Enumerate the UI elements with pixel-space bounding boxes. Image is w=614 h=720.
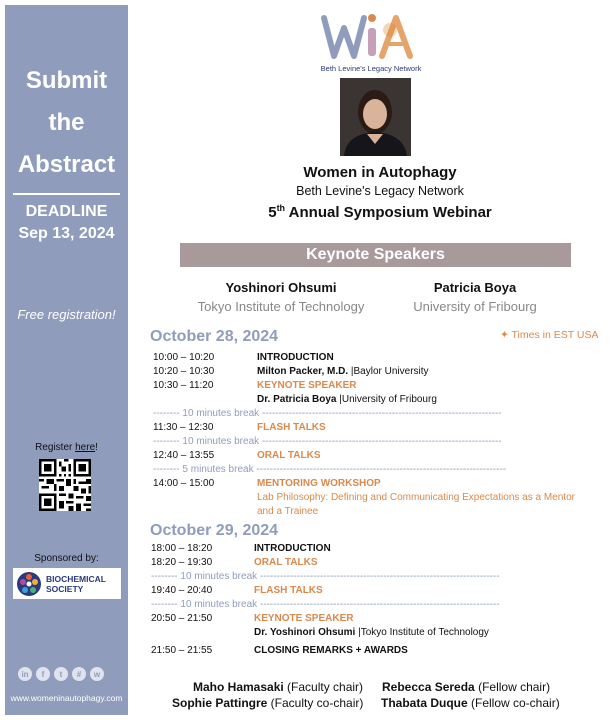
wia-logo	[316, 8, 426, 78]
speaker-affiliation: University of Fribourg	[413, 299, 537, 314]
row-label: CLOSING REMARKS + AWARDS	[254, 645, 408, 656]
website-url[interactable]: www.womeninautophagy.com	[10, 693, 123, 703]
chair-item	[382, 680, 550, 694]
keynote-speaker-1	[192, 280, 370, 314]
event-ordinal: th	[276, 203, 286, 213]
register-suffix: !	[95, 442, 98, 453]
sponsor-name	[46, 574, 106, 594]
chair-role: (Fellow co-chair)	[467, 696, 560, 710]
chair-role: (Faculty co-chair)	[267, 696, 364, 710]
deadline-date: Sep 13, 2024	[18, 225, 115, 242]
sponsor-name-line-1: BIOCHEMICAL	[46, 573, 106, 584]
speaker-name: Dr. Patricia Boya	[257, 394, 337, 405]
twitter-icon[interactable]: t	[54, 667, 68, 681]
submit-line-3: Abstract	[17, 151, 116, 178]
row-time: 11:30 – 12:30	[153, 422, 214, 433]
row-time: 19:40 – 20:40	[151, 585, 213, 596]
slack-icon[interactable]: #	[72, 667, 86, 681]
wechat-icon[interactable]: w	[90, 667, 104, 681]
keynote-speakers-heading: Keynote Speakers	[180, 243, 571, 267]
biochemical-society-emblem-icon	[16, 571, 42, 597]
chair-role: (Fellow chair)	[474, 680, 551, 694]
event-number: 5	[268, 204, 277, 221]
chair-name: Thabata Duque	[381, 696, 468, 710]
chair-name: Sophie Pattingre	[172, 696, 268, 710]
row-speaker	[254, 627, 489, 639]
row-time: 21:50 – 21:55	[151, 645, 213, 656]
row-label: KEYNOTE SPEAKER	[257, 380, 357, 391]
page-subtitle: Beth Levine's Legacy Network	[296, 184, 464, 198]
qr-code-icon	[39, 459, 91, 511]
chair-item	[193, 680, 363, 694]
row-label: KEYNOTE SPEAKER	[254, 613, 354, 624]
row-time: 10:00 – 10:20	[153, 352, 215, 363]
workshop-title-line-2: and a Trainee	[257, 506, 319, 517]
day2-date: October 29, 2024	[150, 522, 279, 539]
row-time: 10:20 – 10:30	[153, 366, 215, 377]
speaker-name: Patricia Boya	[433, 280, 517, 295]
speaker-affiliation: |Baylor University	[348, 366, 429, 377]
speaker-name: Milton Packer, M.D.	[257, 366, 349, 377]
portrait-photo	[340, 78, 411, 156]
biochemical-society-logo[interactable]	[13, 568, 121, 599]
chair-role: (Faculty chair)	[283, 680, 364, 694]
sidebar	[5, 5, 128, 715]
row-label: ORAL TALKS	[257, 450, 321, 461]
registration-qr-code[interactable]	[39, 459, 91, 511]
workshop-title-line-1: Lab Philosophy: Defining and Communicating Expectations as a Mentor	[257, 492, 575, 503]
social-links	[18, 667, 104, 681]
chair-item	[172, 696, 363, 710]
chair-name: Maho Hamasaki	[193, 680, 284, 694]
row-time: 10:30 – 11:20	[153, 380, 214, 391]
sponsored-by-label: Sponsored by:	[34, 553, 99, 564]
register-line	[5, 442, 128, 453]
row-label: FLASH TALKS	[254, 585, 323, 596]
chair-item	[381, 696, 560, 710]
break-line: -------- 10 minutes break ------------------------------------------------------------------------	[153, 408, 502, 419]
row-label: ORAL TALKS	[254, 557, 318, 568]
row-label: INTRODUCTION	[254, 543, 331, 554]
deadline-block	[5, 201, 128, 245]
chair-name: Rebecca Sereda	[382, 680, 475, 694]
register-prefix: Register	[35, 442, 76, 453]
row-label: MENTORING WORKSHOP	[257, 478, 381, 489]
speaker-name: Dr. Yoshinori Ohsumi	[254, 627, 356, 638]
break-line: -------- 5 minutes break ---------------------------------------------------------------------------	[153, 464, 507, 475]
break-line: -------- 10 minutes break ------------------------------------------------------------------------	[151, 571, 500, 582]
submit-abstract-heading[interactable]	[5, 60, 128, 186]
timezone-note: ✦ Times in EST USA	[500, 329, 599, 341]
row-time: 14:00 – 15:00	[153, 478, 215, 489]
sidebar-divider	[13, 193, 120, 195]
submit-line-1: Submit	[25, 67, 108, 94]
page-title: Women in Autophagy	[303, 164, 457, 181]
row-speaker	[257, 394, 437, 406]
row-label: FLASH TALKS	[257, 422, 326, 433]
break-line: -------- 10 minutes break ------------------------------------------------------------------------	[151, 599, 500, 610]
sponsor-name-line-2: SOCIETY	[46, 583, 84, 594]
row-time: 20:50 – 21:50	[151, 613, 213, 624]
speaker-name: Yoshinori Ohsumi	[225, 280, 337, 295]
break-line: -------- 10 minutes break ------------------------------------------------------------------------	[153, 436, 502, 447]
event-title	[240, 203, 520, 221]
free-registration-text: Free registration!	[17, 307, 116, 322]
deadline-label: DEADLINE	[25, 203, 108, 220]
row-time: 18:00 – 18:20	[151, 543, 213, 554]
speaker-affiliation: |University of Fribourg	[336, 394, 437, 405]
facebook-icon[interactable]: f	[36, 667, 50, 681]
row-time: 18:20 – 19:30	[151, 557, 213, 568]
keynote-speaker-2	[400, 280, 550, 314]
row-label: INTRODUCTION	[257, 352, 334, 363]
day1-date: October 28, 2024	[150, 328, 279, 345]
linkedin-icon[interactable]: in	[18, 667, 32, 681]
speaker-affiliation: |Tokyo Institute of Technology	[355, 627, 489, 638]
speaker-affiliation: Tokyo Institute of Technology	[197, 299, 365, 314]
event-title-rest: Annual Symposium Webinar	[285, 204, 492, 221]
register-here-link[interactable]: here	[75, 442, 96, 453]
submit-line-2: the	[48, 109, 85, 136]
portrait-image	[340, 78, 411, 156]
logo-tagline: Beth Levine's Legacy Network	[320, 64, 422, 73]
row-time: 12:40 – 13:55	[153, 450, 215, 461]
row-speaker	[257, 366, 429, 378]
